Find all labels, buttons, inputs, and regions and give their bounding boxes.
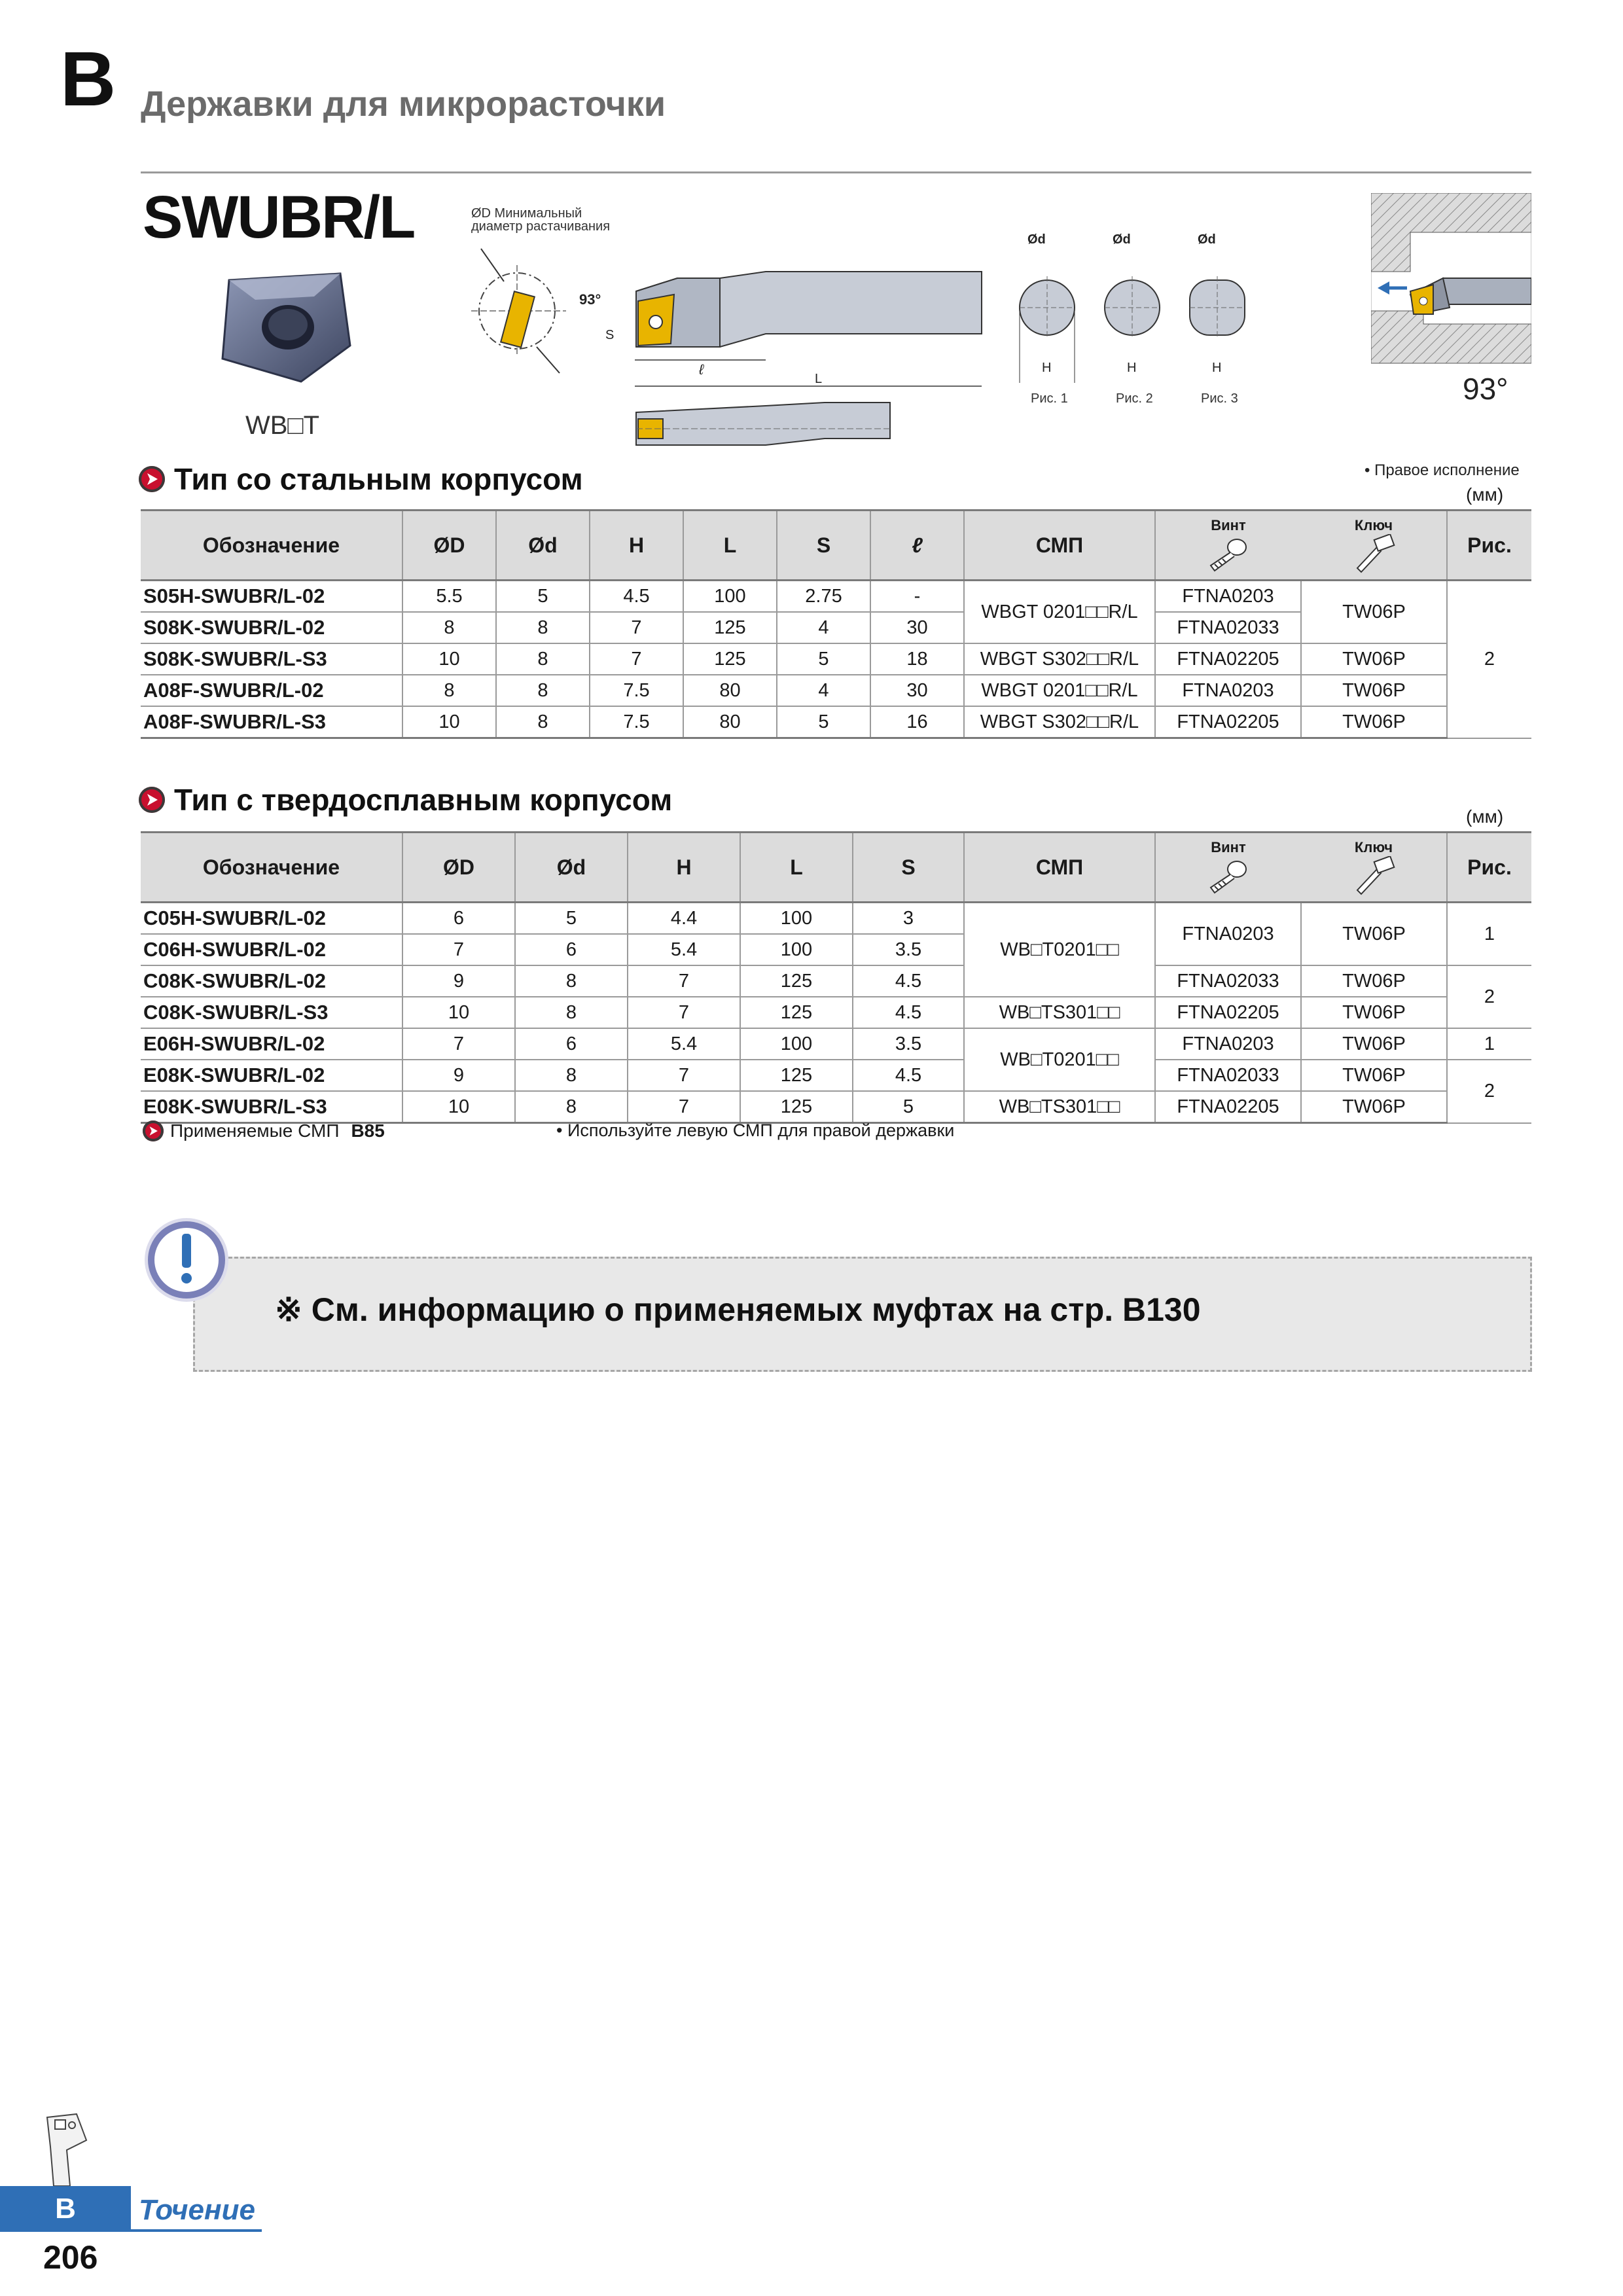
coupling-notice-text: ※ См. информацию о применяемых муфтах на стр. B130 <box>275 1291 1201 1328</box>
cell-L: 125 <box>683 643 777 675</box>
fig1-label: Рис. 1 <box>1031 391 1068 406</box>
cell-D: 9 <box>402 965 515 997</box>
cell-D: 10 <box>402 706 496 738</box>
cell-l: 16 <box>870 706 964 738</box>
diagram-angle-label: 93° <box>579 291 601 308</box>
cell-fig: 1 <box>1447 903 1531 966</box>
cell-code: E06H-SWUBR/L-02 <box>141 1028 402 1060</box>
cell-L: 125 <box>740 997 853 1028</box>
cell-d: 8 <box>496 706 590 738</box>
cell-D: 7 <box>402 934 515 965</box>
cell-d: 8 <box>496 612 590 643</box>
cell-L: 125 <box>683 612 777 643</box>
cross-section-fig3 <box>1190 232 1245 406</box>
screw-icon <box>1205 856 1251 895</box>
table-row <box>141 581 1531 613</box>
col-H: H <box>590 511 683 581</box>
diagram-min-bore-label2: диаметр растачивания <box>471 219 611 234</box>
carbide-unit: (мм) <box>1466 806 1504 827</box>
key-icon <box>1351 534 1397 573</box>
cell-H: 7 <box>628 1060 740 1091</box>
cross-section-fig1 <box>1020 232 1075 406</box>
col-screw: Винт <box>1211 517 1246 533</box>
applicable-page-ref: B85 <box>351 1121 385 1141</box>
cell-d: 5 <box>496 581 590 613</box>
cell-code: C06H-SWUBR/L-02 <box>141 934 402 965</box>
cell-key: TW06P <box>1301 581 1447 644</box>
cell-key: TW06P <box>1301 1060 1447 1091</box>
cell-L: 80 <box>683 675 777 706</box>
cell-H: 4.4 <box>628 903 740 935</box>
col-screw: Винт <box>1211 839 1246 855</box>
col-d: Ød <box>515 833 628 903</box>
col-insert: СМП <box>964 511 1155 581</box>
left-insert-note: • Используйте левую СМП для правой державки <box>556 1121 955 1140</box>
cell-L: 80 <box>683 706 777 738</box>
table-row <box>141 1028 1531 1060</box>
applicable-inserts-link[interactable] <box>143 1121 385 1141</box>
cell-screw: FTNA0203 <box>1155 675 1301 706</box>
cell-D: 10 <box>402 1091 515 1123</box>
diagram-l-small-label: ℓ <box>699 361 704 378</box>
cell-H: 7 <box>628 997 740 1028</box>
arrow-bullet-icon <box>143 1121 164 1141</box>
cell-D: 6 <box>402 903 515 935</box>
fig3-label: Рис. 3 <box>1201 391 1238 406</box>
col-D: ØD <box>402 833 515 903</box>
cell-S: 3 <box>853 903 964 935</box>
product-model: SWUBR/L <box>143 184 415 251</box>
col-d: Ød <box>496 511 590 581</box>
col-designation: Обозначение <box>141 511 402 581</box>
cell-screw: FTNA02033 <box>1155 965 1301 997</box>
cell-S: 4 <box>777 612 870 643</box>
fig2-label: Рис. 2 <box>1116 391 1153 406</box>
col-fig: Рис. <box>1447 833 1531 903</box>
cell-S: 4.5 <box>853 1060 964 1091</box>
cell-L: 100 <box>683 581 777 613</box>
cell-S: 4.5 <box>853 965 964 997</box>
cell-d: 8 <box>496 675 590 706</box>
cell-H: 5.4 <box>628 1028 740 1060</box>
arrow-bullet-icon <box>139 466 165 492</box>
cell-insert: WB□T0201□□ <box>964 903 1155 997</box>
cell-d: 6 <box>515 934 628 965</box>
cell-D: 9 <box>402 1060 515 1091</box>
table-row <box>141 1060 1531 1091</box>
col-insert: СМП <box>964 833 1155 903</box>
cutting-angle-label: 93° <box>1463 372 1508 406</box>
cell-L: 100 <box>740 934 853 965</box>
cell-key: TW06P <box>1301 643 1447 675</box>
cell-screw: FTNA02205 <box>1155 997 1301 1028</box>
col-S: S <box>853 833 964 903</box>
carbide-section-heading <box>139 782 672 817</box>
cell-d: 8 <box>515 1060 628 1091</box>
footer-rule <box>0 2229 262 2232</box>
cell-D: 5.5 <box>402 581 496 613</box>
cell-insert: WBGT S302□□R/L <box>964 706 1155 738</box>
cell-screw: FTNA02033 <box>1155 612 1301 643</box>
exclamation-icon <box>141 1214 232 1309</box>
diagram-l-big-label: L <box>815 372 823 386</box>
table-row <box>141 675 1531 706</box>
tool-dimension-diagram <box>458 196 1309 461</box>
cell-code: S08K-SWUBR/L-02 <box>141 612 402 643</box>
cell-d: 8 <box>496 643 590 675</box>
cell-d: 5 <box>515 903 628 935</box>
cell-key: TW06P <box>1301 1091 1447 1123</box>
cell-D: 7 <box>402 1028 515 1060</box>
cell-d: 6 <box>515 1028 628 1060</box>
cell-code: S08K-SWUBR/L-S3 <box>141 643 402 675</box>
cell-H: 7 <box>628 965 740 997</box>
cell-insert: WB□TS301□□ <box>964 997 1155 1028</box>
cell-S: 4.5 <box>853 997 964 1028</box>
cell-D: 8 <box>402 675 496 706</box>
steel-section-heading <box>139 461 583 497</box>
cell-screw: FTNA02205 <box>1155 1091 1301 1123</box>
header-divider <box>141 171 1531 173</box>
cell-key: TW06P <box>1301 997 1447 1028</box>
cell-insert: WBGT 0201□□R/L <box>964 581 1155 644</box>
col-fig: Рис. <box>1447 511 1531 581</box>
cell-screw: FTNA02205 <box>1155 706 1301 738</box>
cell-H: 5.4 <box>628 934 740 965</box>
cell-key: TW06P <box>1301 675 1447 706</box>
section-title: Державки для микрорасточки <box>141 84 666 124</box>
cell-screw: FTNA0203 <box>1155 903 1301 966</box>
col-H: H <box>628 833 740 903</box>
cell-D: 10 <box>402 997 515 1028</box>
cell-H: 7 <box>590 643 683 675</box>
steel-unit: (мм) <box>1466 484 1504 505</box>
table-row <box>141 643 1531 675</box>
cell-S: 5 <box>777 706 870 738</box>
insert-type-label: WB□T <box>245 411 320 440</box>
cell-fig: 1 <box>1447 1028 1531 1060</box>
cell-key: TW06P <box>1301 965 1447 997</box>
fig1-d-label: Ød <box>1027 232 1046 247</box>
col-key: Ключ <box>1354 517 1393 533</box>
carbide-heading-text: Тип с твердосплавным корпусом <box>174 783 673 817</box>
cell-code: C08K-SWUBR/L-S3 <box>141 997 402 1028</box>
carbide-spec-table <box>141 831 1531 1124</box>
cell-L: 125 <box>740 1060 853 1091</box>
steel-spec-table <box>141 509 1531 739</box>
cell-l: 30 <box>870 675 964 706</box>
footer-category: Точение <box>139 2194 255 2226</box>
cell-screw: FTNA0203 <box>1155 1028 1301 1060</box>
cross-section-fig2 <box>1105 232 1160 406</box>
table-row <box>141 1091 1531 1123</box>
cell-d: 8 <box>515 1091 628 1123</box>
cell-H: 7.5 <box>590 706 683 738</box>
cell-screw: FTNA02033 <box>1155 1060 1301 1091</box>
col-S: S <box>777 511 870 581</box>
cell-fig: 2 <box>1447 1060 1531 1123</box>
col-l: ℓ <box>870 511 964 581</box>
cell-key: TW06P <box>1301 903 1447 966</box>
fig3-h-label: H <box>1212 361 1222 375</box>
cell-L: 125 <box>740 1091 853 1123</box>
cell-code: C08K-SWUBR/L-02 <box>141 965 402 997</box>
cell-key: TW06P <box>1301 706 1447 738</box>
cell-L: 100 <box>740 903 853 935</box>
cell-S: 3.5 <box>853 934 964 965</box>
cell-insert: WBGT 0201□□R/L <box>964 675 1155 706</box>
diagram-min-bore-label: ØD Минимальный <box>471 206 582 221</box>
screw-icon <box>1205 534 1251 573</box>
diagram-s-label: S <box>605 328 615 342</box>
applicable-label: Применяемые СМП <box>170 1121 340 1141</box>
cell-H: 7 <box>628 1091 740 1123</box>
table-row <box>141 965 1531 997</box>
cell-screw: FTNA0203 <box>1155 581 1301 613</box>
cell-fig: 2 <box>1447 965 1531 1028</box>
cell-d: 8 <box>515 965 628 997</box>
col-D: ØD <box>402 511 496 581</box>
arrow-bullet-icon <box>139 787 165 813</box>
cell-S: 4 <box>777 675 870 706</box>
cell-fig: 2 <box>1447 581 1531 738</box>
col-designation: Обозначение <box>141 833 402 903</box>
fig3-d-label: Ød <box>1198 232 1216 247</box>
fig2-h-label: H <box>1127 361 1137 375</box>
col-L: L <box>740 833 853 903</box>
steel-heading-text: Тип со стальным корпусом <box>174 462 583 496</box>
insert-image <box>216 267 360 388</box>
cell-l: 30 <box>870 612 964 643</box>
cell-code: S05H-SWUBR/L-02 <box>141 581 402 613</box>
cell-screw: FTNA02205 <box>1155 643 1301 675</box>
section-letter: B <box>60 36 116 122</box>
fig1-h-label: H <box>1042 361 1052 375</box>
cell-code: A08F-SWUBR/L-S3 <box>141 706 402 738</box>
cell-code: E08K-SWUBR/L-02 <box>141 1060 402 1091</box>
turning-tool-icon <box>41 2111 106 2193</box>
cell-code: A08F-SWUBR/L-02 <box>141 675 402 706</box>
cell-insert: WB□T0201□□ <box>964 1028 1155 1091</box>
col-screw-key <box>1155 833 1447 903</box>
cell-d: 8 <box>515 997 628 1028</box>
cell-H: 7.5 <box>590 675 683 706</box>
cutting-direction-figure <box>1371 193 1531 412</box>
cell-l: 18 <box>870 643 964 675</box>
fig2-d-label: Ød <box>1113 232 1131 247</box>
cell-S: 3.5 <box>853 1028 964 1060</box>
cell-key: TW06P <box>1301 1028 1447 1060</box>
cell-code: E08K-SWUBR/L-S3 <box>141 1091 402 1123</box>
cell-S: 2.75 <box>777 581 870 613</box>
cell-L: 100 <box>740 1028 853 1060</box>
table-row <box>141 903 1531 935</box>
page-number: 206 <box>43 2239 98 2276</box>
cell-insert: WB□TS301□□ <box>964 1091 1155 1123</box>
cell-code: C05H-SWUBR/L-02 <box>141 903 402 935</box>
footer-section-tab: B <box>0 2186 131 2232</box>
cell-D: 10 <box>402 643 496 675</box>
cell-S: 5 <box>777 643 870 675</box>
col-L: L <box>683 511 777 581</box>
cell-insert: WBGT S302□□R/L <box>964 643 1155 675</box>
key-icon <box>1351 856 1397 895</box>
cell-H: 4.5 <box>590 581 683 613</box>
table-row <box>141 706 1531 738</box>
cell-D: 8 <box>402 612 496 643</box>
table-row <box>141 997 1531 1028</box>
cell-S: 5 <box>853 1091 964 1123</box>
cell-L: 125 <box>740 965 853 997</box>
col-key: Ключ <box>1354 839 1393 855</box>
col-screw-key <box>1155 511 1447 581</box>
cell-l: - <box>870 581 964 613</box>
cell-H: 7 <box>590 612 683 643</box>
right-hand-note: • Правое исполнение <box>1364 461 1520 479</box>
